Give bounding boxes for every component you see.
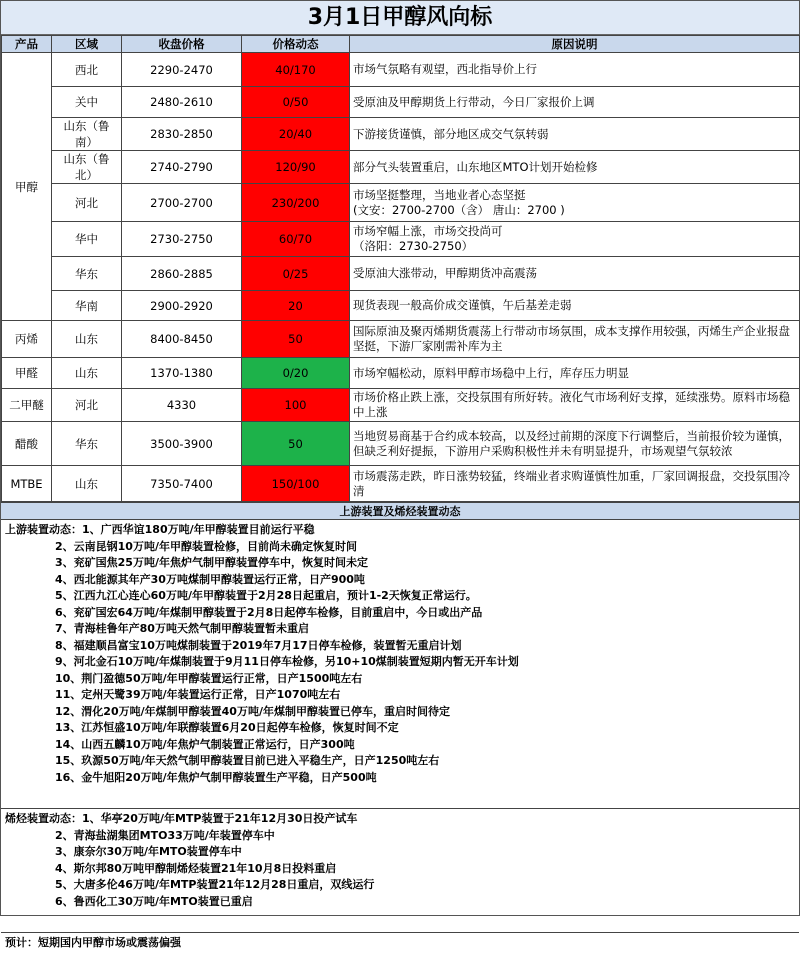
list-item: 3、兖矿国焦25万吨/年焦炉气制甲醇装置停车中，恢复时间未定 (55, 556, 368, 569)
table-row (2, 257, 800, 291)
list-item: 11、定州天鹭39万吨/年装置运行正常，日产1070吨左右 (55, 688, 341, 701)
region-cell: 华东 (52, 422, 122, 466)
reason-text: 下游接货谨慎，部分地区成交气氛转弱 (353, 126, 549, 141)
list-item: 13、江苏恒盛10万吨/年联醇装置6月20日起停车检修，恢复时间不定 (55, 721, 399, 734)
upstream-block (1, 520, 799, 809)
reason-text: 受原油及甲醇期货上行带动，今日厂家报价上调 (353, 94, 595, 109)
region-cell: 华东 (52, 257, 122, 291)
table-row (2, 291, 800, 321)
price-cell: 1370-1380 (122, 358, 242, 389)
price-cell: 2830-2850 (122, 118, 242, 151)
table-header-row (2, 36, 800, 53)
price-cell: 2860-2885 (122, 257, 242, 291)
change-cell: 150/100 (242, 466, 350, 502)
list-item: 7、青海桂鲁年产80万吨天然气制甲醇装置暂未重启 (55, 622, 309, 635)
table-row (2, 358, 800, 389)
price-cell: 2480-2610 (122, 87, 242, 118)
region-cell: 河北 (52, 184, 122, 222)
price-cell: 4330 (122, 389, 242, 422)
list-item: 2、云南昆钢10万吨/年甲醇装置检修，目前尚未确定恢复时间 (55, 539, 357, 553)
region-cell: 河北 (52, 389, 122, 422)
reason-text: 市场气氛略有观望，西北指导价上行 (353, 62, 537, 76)
table-row (2, 151, 800, 184)
list-item: 5、江西九江心连心60万吨/年甲醇装置于2月28日起重启，预计1-2天恢复正常运行。 (55, 589, 477, 602)
header-price: 收盘价格 (122, 36, 242, 53)
price-cell: 2740-2790 (122, 151, 242, 184)
change-cell: 100 (242, 389, 350, 422)
change-cell: 50 (242, 422, 350, 466)
reason-detail: （洛阳：2730-2750） (353, 239, 474, 253)
list-item: 1、广西华谊180万吨/年甲醇装置目前运行平稳 (82, 523, 315, 536)
list-item: 5、大唐多伦46万吨/年MTP装置21年12月28日重启，双线运行 (55, 878, 375, 891)
upstream-label: 上游装置动态： (5, 523, 82, 536)
reason-cell (350, 53, 800, 87)
reason-cell (350, 151, 800, 184)
region-cell: 关中 (52, 87, 122, 118)
reason-text: 受原油大涨带动，甲醇期货冲高震荡 (353, 266, 537, 280)
change-cell: 40/170 (242, 53, 350, 87)
price-cell: 7350-7400 (122, 466, 242, 502)
price-cell: 2900-2920 (122, 291, 242, 321)
reason-cell: 市场震荡走跌，昨日涨势较猛，终端业者求购谨慎性加重，厂家回调报盘，交投氛围冷清 (350, 466, 800, 502)
forecast-text: 预计：短期国内甲醇市场或震荡偏强 (5, 936, 181, 949)
reason-text: 部分气头装置重启，山东地区MTO计划开始检修 (353, 159, 598, 174)
region-cell: 山东（鲁北） (52, 151, 122, 184)
region-cell: 西北 (52, 53, 122, 87)
reason-cell (350, 222, 800, 257)
price-cell: 2730-2750 (122, 222, 242, 257)
change-cell: 0/50 (242, 87, 350, 118)
reason-cell: 国际原油及聚丙烯期货震荡上行带动市场氛围，成本支撑作用较强，丙烯生产企业报盘坚挺，下游厂家刚需补库为主 (350, 321, 800, 358)
table-row (2, 87, 800, 118)
list-item: 14、山西五麟10万吨/年焦炉气制装置正常运行，日产300吨 (55, 737, 355, 751)
list-item: 2、青海盐湖集团MTO33万吨/年装置停车中 (55, 828, 275, 842)
product-cell: MTBE (2, 466, 52, 502)
list-item: 4、斯尔邦80万吨甲醇制烯烃装置21年10月8日投料重启 (55, 861, 337, 875)
section-title: 上游装置及烯烃装置动态 (1, 502, 799, 520)
reason-cell: 市场窄幅松动，原料甲醇市场稳中上行，库存压力明显 (350, 358, 800, 389)
list-item: 6、兖矿国宏64万吨/年煤制甲醇装置于2月8日起停车检修，目前重启中，今日或出产品 (55, 605, 483, 619)
table-row (2, 466, 800, 502)
table-row (2, 118, 800, 151)
list-item: 1、华亭20万吨/年MTP装置于21年12月30日投产试车 (82, 812, 358, 825)
region-cell: 山东 (52, 466, 122, 502)
change-cell: 230/200 (242, 184, 350, 222)
olefin-first-line (5, 811, 795, 828)
olefin-block (1, 809, 799, 933)
product-cell: 丙烯 (2, 321, 52, 358)
table-row (2, 184, 800, 222)
region-cell: 山东 (52, 321, 122, 358)
reason-cell (350, 184, 800, 222)
region-cell: 华南 (52, 291, 122, 321)
reason-text: 市场窄幅上涨，市场交投尚可 (353, 224, 503, 238)
spacer (5, 786, 795, 806)
header-region: 区域 (52, 36, 122, 53)
change-cell: 20 (242, 291, 350, 321)
list-item: 16、金牛旭阳20万吨/年焦炉气制甲醇装置生产平稳，日产500吨 (55, 770, 377, 784)
olefin-label: 烯烃装置动态： (5, 812, 82, 825)
product-cell: 甲醛 (2, 358, 52, 389)
reason-cell (350, 291, 800, 321)
price-cell: 2290-2470 (122, 53, 242, 87)
table-row (2, 321, 800, 358)
product-cell: 甲醇 (2, 53, 52, 321)
change-cell: 120/90 (242, 151, 350, 184)
product-cell: 二甲醚 (2, 389, 52, 422)
list-item: 8、福建顺昌富宝10万吨煤制装置于2019年7月17日停车检修，装置暂无重启计划 (55, 638, 462, 652)
price-table (1, 35, 800, 502)
list-item: 12、渭化20万吨/年煤制甲醇装置40万吨/年煤制甲醇装置已停车，重启时间待定 (55, 704, 450, 718)
list-item: 15、玖源50万吨/年天然气制甲醇装置目前已进入平稳生产，日产1250吨左右 (55, 754, 440, 767)
region-cell: 华中 (52, 222, 122, 257)
spacer (5, 910, 795, 930)
change-cell: 0/20 (242, 358, 350, 389)
product-cell: 醋酸 (2, 422, 52, 466)
reason-text: 现货表现一般高价成交谨慎，午后基差走弱 (353, 298, 572, 312)
reason-cell: 当地贸易商基于合约成本较高，以及经过前期的深度下行调整后，当前报价较为谨慎，但缺乏利好提振，下游用户采购积极性并未有明显提升，市场观望气氛较浓 (350, 422, 800, 466)
change-cell: 20/40 (242, 118, 350, 151)
table-row (2, 222, 800, 257)
change-cell: 60/70 (242, 222, 350, 257)
reason-detail: (文安：2700-2700（含） 唐山：2700 ) (353, 202, 565, 217)
price-cell: 8400-8450 (122, 321, 242, 358)
reason-text: 市场坚挺整理，当地业者心态坚挺 (353, 187, 526, 202)
header-product: 产品 (2, 36, 52, 53)
upstream-first-line (5, 522, 795, 539)
change-cell: 50 (242, 321, 350, 358)
list-item: 3、康奈尔30万吨/年MTO装置停车中 (55, 845, 242, 858)
price-cell: 2700-2700 (122, 184, 242, 222)
change-cell: 0/25 (242, 257, 350, 291)
list-item: 9、河北金石10万吨/年煤制装置于9月11日停车检修，另10+10煤制装置短期内暂无开车计划 (55, 655, 519, 668)
region-cell: 山东 (52, 358, 122, 389)
region-cell: 山东（鲁南） (52, 118, 122, 151)
list-item: 6、鲁西化工30万吨/年MTO装置已重启 (55, 894, 253, 908)
page-title: 3月1日甲醇风向标 (1, 1, 799, 35)
reason-cell (350, 118, 800, 151)
table-row (2, 53, 800, 87)
reason-cell: 市场价格止跌上涨，交投氛围有所好转。液化气市场利好支撑，延续涨势。原料市场稳中上涨 (350, 389, 800, 422)
table-row (2, 422, 800, 466)
reason-cell (350, 87, 800, 118)
header-reason: 原因说明 (350, 36, 800, 53)
list-item: 4、西北能源其年产30万吨煤制甲醇装置运行正常，日产900吨 (55, 572, 365, 586)
header-change: 价格动态 (242, 36, 350, 53)
reason-cell (350, 257, 800, 291)
price-cell: 3500-3900 (122, 422, 242, 466)
table-row (2, 389, 800, 422)
list-item: 10、荆门盈德50万吨/年甲醇装置运行正常，日产1500吨左右 (55, 671, 363, 685)
